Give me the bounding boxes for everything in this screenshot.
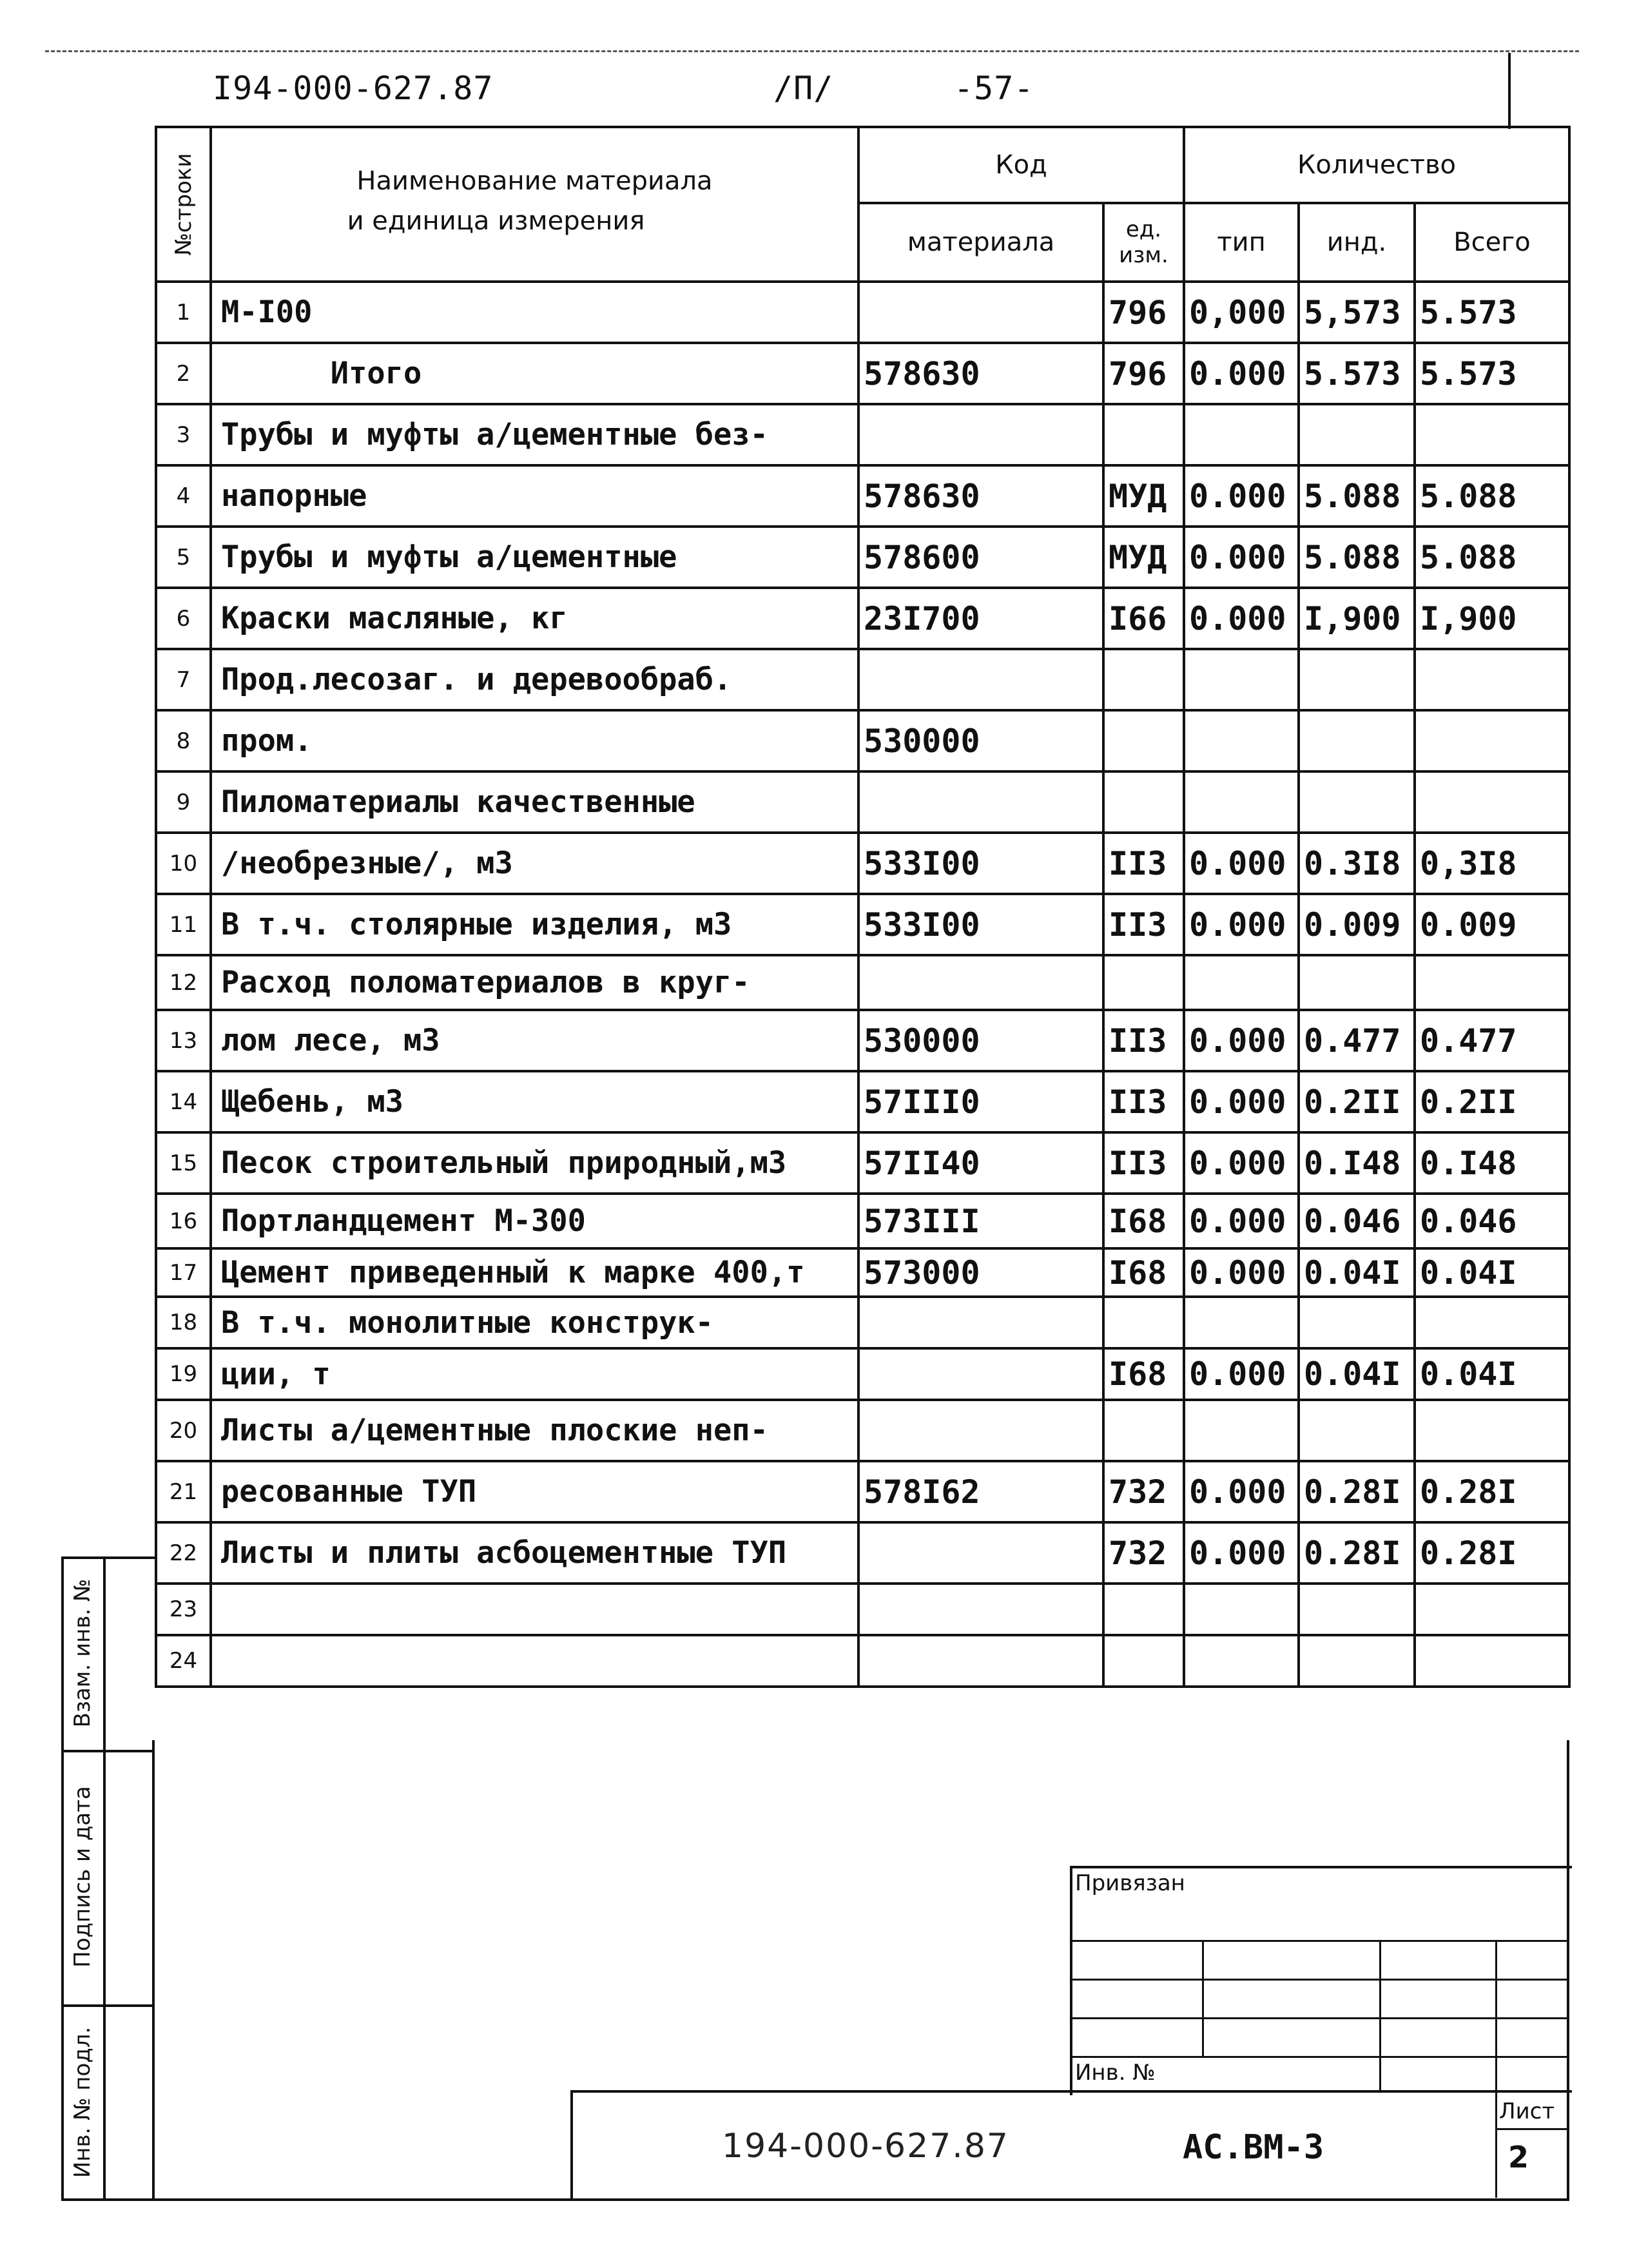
cell-ind: 0.046 <box>1299 1194 1415 1248</box>
cell-code <box>858 1522 1103 1584</box>
row-number-cell: 4 <box>156 465 211 527</box>
cell-unit: I68 <box>1103 1248 1184 1297</box>
cell-unit <box>1103 955 1184 1010</box>
col-header-qty-ind: инд. <box>1299 203 1415 282</box>
cell-code: 578600 <box>858 527 1103 588</box>
cell-ind: 0.477 <box>1299 1010 1415 1071</box>
table-row <box>156 1635 1569 1687</box>
table-row <box>156 282 1569 343</box>
col-header-row-no: №строки <box>156 127 211 282</box>
cell-tip: 0.000 <box>1184 1132 1299 1194</box>
cell-code: 530000 <box>858 710 1103 771</box>
cell-name: ресованные ТУП <box>211 1461 858 1522</box>
cell-ind: 5,573 <box>1299 282 1415 343</box>
row-number-cell: 18 <box>156 1297 211 1348</box>
binding-strip-right <box>103 1556 106 2201</box>
cell-name: /необрезные/, м3 <box>211 833 858 894</box>
table-row <box>156 1461 1569 1522</box>
table-row <box>156 1248 1569 1297</box>
row-number-cell: 2 <box>156 343 211 404</box>
cell-name: Трубы и муфты а/цементные без- <box>211 404 858 465</box>
row-number-cell: 14 <box>156 1071 211 1132</box>
table-row <box>156 771 1569 833</box>
table-row <box>156 1010 1569 1071</box>
col-header-code: Код <box>858 127 1184 203</box>
col-header-qty: Количество <box>1184 127 1569 203</box>
row-number-cell: 12 <box>156 955 211 1010</box>
cell-unit: 796 <box>1103 282 1184 343</box>
cell-tip: 0.000 <box>1184 1071 1299 1132</box>
cell-total <box>1415 1297 1569 1348</box>
cell-unit: I66 <box>1103 588 1184 649</box>
cell-unit: II3 <box>1103 1132 1184 1194</box>
cell-ind: 0.2II <box>1299 1071 1415 1132</box>
row-number-cell: 13 <box>156 1010 211 1071</box>
list-number: 2 <box>1508 2140 1529 2175</box>
row-number-cell: 8 <box>156 710 211 771</box>
row-number-cell: 19 <box>156 1348 211 1400</box>
cell-total: I,900 <box>1415 588 1569 649</box>
table-row <box>156 955 1569 1010</box>
row-number-cell: 9 <box>156 771 211 833</box>
cell-unit <box>1103 1297 1184 1348</box>
cell-tip: 0.000 <box>1184 1522 1299 1584</box>
stamp-line-1 <box>1070 1940 1569 1942</box>
row-number-cell: 10 <box>156 833 211 894</box>
cell-total: 5.573 <box>1415 282 1569 343</box>
table-row <box>156 1522 1569 1584</box>
row-number-cell: 23 <box>156 1584 211 1635</box>
cell-name: Листы а/цементные плоские неп- <box>211 1400 858 1461</box>
cell-name: напорные <box>211 465 858 527</box>
cell-total: 0.2II <box>1415 1071 1569 1132</box>
top-trim-line <box>45 50 1579 52</box>
cell-unit: 796 <box>1103 343 1184 404</box>
cell-unit <box>1103 649 1184 710</box>
cell-code <box>858 955 1103 1010</box>
cell-name <box>211 1584 858 1635</box>
title-doc-number: 194-000-627.87 <box>722 2127 1009 2166</box>
cell-name: ции, т <box>211 1348 858 1400</box>
cell-ind: 5.088 <box>1299 465 1415 527</box>
cell-code: 578630 <box>858 343 1103 404</box>
cell-name: Краски масляные, кг <box>211 588 858 649</box>
cell-unit: МУД <box>1103 527 1184 588</box>
cell-name: лом лесе, м3 <box>211 1010 858 1071</box>
cell-tip: 0.000 <box>1184 1194 1299 1248</box>
row-number-cell: 22 <box>156 1522 211 1584</box>
cell-ind: 5.088 <box>1299 527 1415 588</box>
row-number-cell: 6 <box>156 588 211 649</box>
cell-ind: 0.28I <box>1299 1461 1415 1522</box>
stamp-line-4 <box>1070 2056 1569 2058</box>
cell-ind: 0.3I8 <box>1299 833 1415 894</box>
cell-tip: 0.000 <box>1184 343 1299 404</box>
cell-total <box>1415 1584 1569 1635</box>
title-block <box>570 2090 1572 2201</box>
table-row <box>156 710 1569 771</box>
title-sheet-code: АС.ВМ-3 <box>1183 2128 1324 2167</box>
page-number: -57- <box>954 70 1034 107</box>
table-row <box>156 1071 1569 1132</box>
side-label-inv-podl: Инв. № подл. <box>70 2026 95 2178</box>
cell-unit: 732 <box>1103 1522 1184 1584</box>
cell-tip <box>1184 955 1299 1010</box>
cell-tip: 0.000 <box>1184 1348 1299 1400</box>
cell-name: пром. <box>211 710 858 771</box>
cell-tip <box>1184 1297 1299 1348</box>
cell-total <box>1415 771 1569 833</box>
cell-total <box>1415 955 1569 1010</box>
cell-total: 0.009 <box>1415 894 1569 955</box>
cell-ind <box>1299 710 1415 771</box>
cell-ind <box>1299 404 1415 465</box>
cell-ind: I,900 <box>1299 588 1415 649</box>
table-row <box>156 1584 1569 1635</box>
cell-code: 23I700 <box>858 588 1103 649</box>
doc-number-top: I94-000-627.87 <box>213 70 494 107</box>
doc-mark-top: /П/ <box>773 70 834 107</box>
cell-tip: 0.000 <box>1184 833 1299 894</box>
table-row <box>156 649 1569 710</box>
cell-tip <box>1184 649 1299 710</box>
cell-total <box>1415 1635 1569 1687</box>
cell-tip: 0.000 <box>1184 465 1299 527</box>
cell-code <box>858 1348 1103 1400</box>
cell-unit: II3 <box>1103 894 1184 955</box>
table-row <box>156 343 1569 404</box>
row-number-cell: 15 <box>156 1132 211 1194</box>
cell-ind: 0.04I <box>1299 1248 1415 1297</box>
cell-total: 0.28I <box>1415 1522 1569 1584</box>
cell-total <box>1415 710 1569 771</box>
cell-code <box>858 1297 1103 1348</box>
row-number-cell: 11 <box>156 894 211 955</box>
table-row <box>156 894 1569 955</box>
cell-unit: I68 <box>1103 1194 1184 1248</box>
cell-ind <box>1299 1297 1415 1348</box>
table-row <box>156 527 1569 588</box>
cell-unit: II3 <box>1103 1071 1184 1132</box>
cell-total: 0.477 <box>1415 1010 1569 1071</box>
cell-unit: МУД <box>1103 465 1184 527</box>
cell-code <box>858 404 1103 465</box>
row-number-cell: 17 <box>156 1248 211 1297</box>
cell-code: 57III0 <box>858 1071 1103 1132</box>
list-label: Лист <box>1499 2098 1555 2124</box>
col-header-qty-total: Всего <box>1415 203 1569 282</box>
table-row <box>156 1132 1569 1194</box>
cell-code: 533I00 <box>858 894 1103 955</box>
cell-tip: 0.000 <box>1184 588 1299 649</box>
side-label-vzam: Взам. инв. № <box>70 1578 95 1728</box>
col-header-code-material: материала <box>858 203 1103 282</box>
cell-ind: 0.04I <box>1299 1348 1415 1400</box>
cell-name: В т.ч. столярные изделия, м3 <box>211 894 858 955</box>
cell-total: 5.573 <box>1415 343 1569 404</box>
binding-strip-top <box>61 1556 155 1559</box>
cell-ind <box>1299 1584 1415 1635</box>
cell-unit <box>1103 1400 1184 1461</box>
cell-tip: 0.000 <box>1184 1248 1299 1297</box>
stamp-inv-no: Инв. № <box>1075 2060 1156 2086</box>
cell-code <box>858 1584 1103 1635</box>
cell-unit: II3 <box>1103 833 1184 894</box>
cell-total: 5.088 <box>1415 465 1569 527</box>
cell-code: 57II40 <box>858 1132 1103 1194</box>
row-number-cell: 5 <box>156 527 211 588</box>
cell-ind <box>1299 955 1415 1010</box>
cell-ind: 0.I48 <box>1299 1132 1415 1194</box>
cell-unit <box>1103 1584 1184 1635</box>
table-row <box>156 588 1569 649</box>
cell-code: 573III <box>858 1194 1103 1248</box>
frame-left <box>152 1740 155 2201</box>
cell-total <box>1415 1400 1569 1461</box>
cell-tip: 0.000 <box>1184 1010 1299 1071</box>
col-header-qty-type: тип <box>1184 203 1299 282</box>
side-label-podpis: Подпись и дата <box>70 1786 95 1968</box>
cell-total: 0.04I <box>1415 1248 1569 1297</box>
cell-name: М-I00 <box>211 282 858 343</box>
cell-ind: 0.28I <box>1299 1522 1415 1584</box>
row-number-cell: 3 <box>156 404 211 465</box>
cell-tip <box>1184 771 1299 833</box>
cell-tip: 0.000 <box>1184 894 1299 955</box>
cell-name: Итого <box>211 343 858 404</box>
cell-name: Цемент приведенный к марке 400,т <box>211 1248 858 1297</box>
cell-ind <box>1299 1635 1415 1687</box>
cell-name: В т.ч. монолитные конструк- <box>211 1297 858 1348</box>
cell-name: Расход поломатериалов в круг- <box>211 955 858 1010</box>
cell-ind <box>1299 649 1415 710</box>
table-row <box>156 1194 1569 1248</box>
cell-code <box>858 1400 1103 1461</box>
cell-tip <box>1184 1584 1299 1635</box>
cell-name: Песок строительный природный,м3 <box>211 1132 858 1194</box>
table-row <box>156 404 1569 465</box>
cell-code: 573000 <box>858 1248 1103 1297</box>
binding-strip-sep1 <box>61 1750 155 1752</box>
cell-unit <box>1103 1635 1184 1687</box>
table-row <box>156 465 1569 527</box>
cell-ind: 5.573 <box>1299 343 1415 404</box>
header-right-tick <box>1508 53 1511 129</box>
cell-code: 578I62 <box>858 1461 1103 1522</box>
cell-tip <box>1184 404 1299 465</box>
row-number-cell: 1 <box>156 282 211 343</box>
cell-name: Трубы и муфты а/цементные <box>211 527 858 588</box>
stamp-line-2 <box>1070 1979 1569 1981</box>
cell-total: 0.28I <box>1415 1461 1569 1522</box>
cell-ind <box>1299 1400 1415 1461</box>
cell-code <box>858 771 1103 833</box>
cell-total: 0.I48 <box>1415 1132 1569 1194</box>
row-number-cell: 7 <box>156 649 211 710</box>
cell-tip <box>1184 1635 1299 1687</box>
cell-unit: II3 <box>1103 1010 1184 1071</box>
table-row <box>156 833 1569 894</box>
cell-tip <box>1184 1400 1299 1461</box>
cell-code: 578630 <box>858 465 1103 527</box>
cell-tip: 0.000 <box>1184 527 1299 588</box>
row-number-cell: 20 <box>156 1400 211 1461</box>
cell-name: Пиломатериалы качественные <box>211 771 858 833</box>
cell-total <box>1415 404 1569 465</box>
cell-name: Щебень, м3 <box>211 1071 858 1132</box>
cell-name: Листы и плиты асбоцементные ТУП <box>211 1522 858 1584</box>
row-number-cell: 21 <box>156 1461 211 1522</box>
cell-tip: 0,000 <box>1184 282 1299 343</box>
cell-name: Портландцемент М-300 <box>211 1194 858 1248</box>
cell-tip <box>1184 710 1299 771</box>
cell-name <box>211 1635 858 1687</box>
col-header-name: Наименование материала и единица измерения <box>211 127 858 282</box>
cell-total <box>1415 649 1569 710</box>
cell-unit: 732 <box>1103 1461 1184 1522</box>
table-row <box>156 1400 1569 1461</box>
stamp-line-3 <box>1070 2017 1569 2019</box>
materials-table <box>155 126 1571 1688</box>
cell-total: 5.088 <box>1415 527 1569 588</box>
cell-code <box>858 282 1103 343</box>
stamp-privyazan: Привязан <box>1075 1870 1185 1896</box>
stamp-vline-2 <box>1379 1940 1381 2093</box>
cell-tip: 0.000 <box>1184 1461 1299 1522</box>
cell-ind: 0.009 <box>1299 894 1415 955</box>
col-header-code-unit: ед. изм. <box>1103 203 1184 282</box>
table-row <box>156 1348 1569 1400</box>
stamp-vline-1 <box>1202 1940 1204 2056</box>
cell-total: 0,3I8 <box>1415 833 1569 894</box>
cell-code <box>858 1635 1103 1687</box>
row-number-cell: 24 <box>156 1635 211 1687</box>
cell-total: 0.046 <box>1415 1194 1569 1248</box>
cell-unit <box>1103 710 1184 771</box>
cell-ind <box>1299 771 1415 833</box>
list-box-line <box>1495 2128 1569 2130</box>
cell-name: Прод.лесозаг. и деревообраб. <box>211 649 858 710</box>
cell-code: 530000 <box>858 1010 1103 1071</box>
binding-strip-sep2 <box>61 2004 155 2007</box>
cell-unit <box>1103 771 1184 833</box>
table-row <box>156 1297 1569 1348</box>
cell-unit <box>1103 404 1184 465</box>
cell-code: 533I00 <box>858 833 1103 894</box>
row-number-cell: 16 <box>156 1194 211 1248</box>
cell-code <box>858 649 1103 710</box>
cell-total: 0.04I <box>1415 1348 1569 1400</box>
cell-unit: I68 <box>1103 1348 1184 1400</box>
binding-strip-left <box>61 1556 64 2201</box>
